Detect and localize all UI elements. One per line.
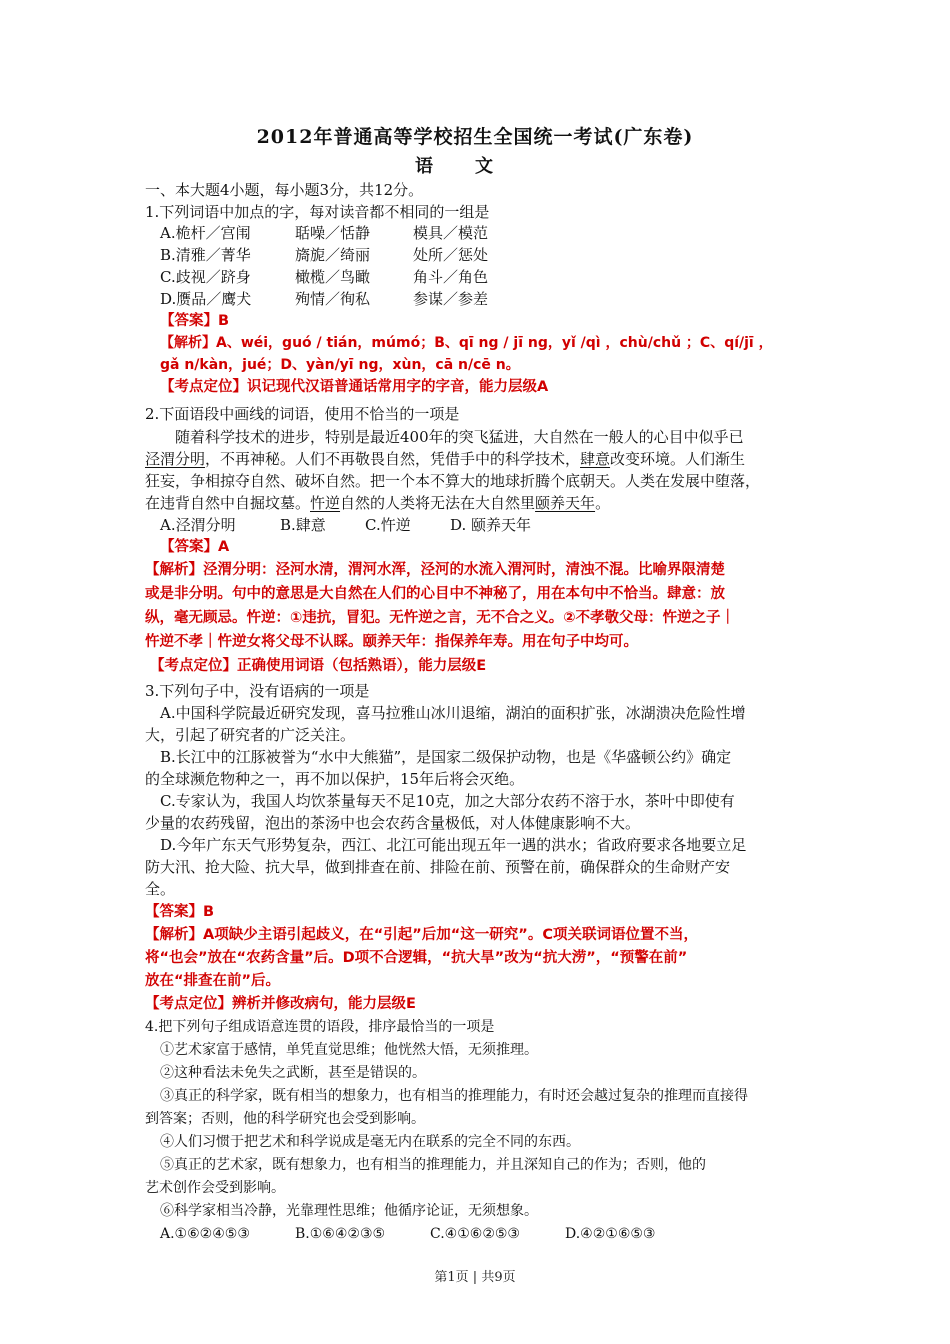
q3-line-1: A.中国科学院最近研究发现，喜马拉雅山冰川退缩，湖泊的面积扩张，冰湖溃决危险性增 (160, 704, 746, 722)
q2-passage-line-4: 在违背自然中自掘坟墓。忤逆自然的人类将无法在大自然里颐养天年。 (145, 494, 611, 512)
q4-sentence-3-cont: 到答案；否则，他的科学研究也会受到影响。 (145, 1111, 425, 1127)
q1-analysis-line-1: 【解析】A、wéi，guó / tián，múmó；B、qī ng / jī ng，yǐ /qì ，chù/chǔ ；C、qí/jī ， (160, 335, 773, 351)
q1-stem: 1.下列词语中加点的字，每对读音都不相同的一组是 (145, 203, 490, 221)
q4-sentence-5-cont: 艺术创作会受到影响。 (145, 1180, 285, 1196)
q3-point: 【考点定位】辨析并修改病句，能力层级E (145, 996, 416, 1012)
q2-options: A.泾渭分明 B.肆意 C.忤逆 D. 颐养天年 (160, 516, 532, 534)
q2-answer: 【答案】A (160, 539, 230, 555)
q4-sentence-5: ⑤真正的艺术家，既有想象力，也有相当的推理能力，并且深知自己的作为；否则，他的 (160, 1157, 706, 1173)
q2-analysis-line-1: 【解析】泾渭分明：泾河水清，渭河水浑，泾河的水流入渭河时，清浊不混。比喻界限清楚 (145, 562, 725, 578)
q4-sentence-3: ③真正的科学家，既有相当的想象力，也有相当的推理能力，有时还会越过复杂的推理而直接得 (160, 1088, 748, 1104)
q2-passage-line-3: 狂妄，争相掠夺自然、破坏自然。把一个本不算大的地球折腾个底朝天。人类在发展中堕落， (145, 472, 761, 490)
q1-option-b: B.清雅／菁华 旖旎／绮丽 处所／惩处 (160, 246, 489, 264)
q3-analysis-line-2: 将“也会”放在“农药含量”后。D项不合逻辑，“抗大旱”改为“抗大涝”，“预警在前” (145, 950, 688, 966)
section-heading: 一、本大题4小题，每小题3分，共12分。 (145, 181, 424, 199)
q2-analysis-line-2: 或是非分明。句中的意思是大自然在人们的心目中不神秘了，用在本句中不恰当。肆意：放 (145, 586, 725, 602)
q3-analysis-line-3: 放在“排查在前”后。 (145, 973, 281, 989)
q3-line-8: 防大汛、抢大险、抗大旱，做到排查在前、排险在前、预警在前，确保群众的生命财产安 (145, 858, 731, 876)
q1-option-a: A.桅杆／宫闱 聒噪／恬静 模具／模范 (160, 224, 489, 242)
underlined-word: 颐养天年 (535, 494, 596, 512)
q2-passage-line-1: 随着科学技术的进步，特别是最近400年的突飞猛进，大自然在一般人的心目中似乎已 (175, 428, 744, 446)
q1-answer: 【答案】B (160, 313, 230, 329)
q2-point: 【考点定位】正确使用词语（包括熟语），能力层级E (150, 658, 487, 674)
q4-sentence-4: ④人们习惯于把艺术和科学说成是毫无内在联系的完全不同的东西。 (160, 1134, 580, 1150)
q1-point: 【考点定位】识记现代汉语普通话常用字的字音，能力层级A (160, 379, 549, 395)
q3-line-7: D.今年广东天气形势复杂，西江、北江可能出现五年一遇的洪水；省政府要求各地要立足 (160, 836, 747, 854)
q3-stem: 3.下列句子中，没有语病的一项是 (145, 682, 370, 700)
underlined-word: 肆意 (580, 450, 611, 468)
page-footer: 第1页 | 共9页 (434, 1270, 516, 1285)
q2-analysis-line-3: 纵，毫无顾忌。忤逆：①违抗，冒犯。无忤逆之言，无不合之义。②不孝敬父母：忤逆之子｜ (145, 610, 736, 626)
q3-line-5: C.专家认为，我国人均饮茶量每天不足10克，加之大部分农药不溶于水，茶叶中即使有 (160, 792, 735, 810)
q4-sentence-2: ②这种看法未免失之武断，甚至是错误的。 (160, 1065, 426, 1081)
q2-stem: 2.下面语段中画线的词语，使用不恰当的一项是 (145, 405, 460, 423)
q4-sentence-1: ①艺术家富于感情，单凭直觉思维；他恍然大悟，无须推理。 (160, 1042, 538, 1058)
q1-analysis-line-2: gǎ n/kàn，jué；D、yàn/yī ng，xùn，cā n/cē n。 (160, 357, 520, 373)
q4-options: A.①⑥②④⑤③ B.①⑥④②③⑤ C.④①⑥②⑤③ D.④②①⑥⑤③ (160, 1226, 656, 1242)
q1-option-d: D.赝品／鹰犬 殉情／徇私 参谋／参差 (160, 290, 489, 308)
exam-title: 2012年普通高等学校招生全国统一考试(广东卷) (256, 126, 694, 148)
underlined-word: 泾渭分明 (145, 450, 206, 468)
underlined-word: 忤逆 (310, 494, 341, 512)
q3-line-6: 少量的农药残留，泡出的茶汤中也会农药含量极低，对人体健康影响不大。 (145, 814, 641, 832)
q2-passage-line-2: 泾渭分明，不再神秘。人们不再敬畏自然，凭借手中的科学技术，肆意改变环境。人们渐生 (145, 450, 746, 468)
q4-sentence-6: ⑥科学家相当冷静，光靠理性思维；他循序论证，无须想象。 (160, 1203, 538, 1219)
q3-line-3: B.长江中的江豚被誉为“水中大熊猫”，是国家二级保护动物，也是《华盛顿公约》确定 (160, 748, 732, 766)
q3-answer: 【答案】B (145, 904, 215, 920)
q3-analysis-line-1: 【解析】A项缺少主语引起歧义，在“引起”后加“这一研究”。C项关联词语位置不当， (145, 927, 698, 943)
q4-stem: 4.把下列句子组成语意连贯的语段，排序最恰当的一项是 (145, 1019, 495, 1035)
q3-line-9: 全。 (145, 880, 176, 898)
q3-line-4: 的全球濒危物种之一，再不加以保护，15年后将会灭绝。 (145, 770, 525, 788)
q2-analysis-line-4: 忤逆不孝｜忤逆女将父母不认睬。颐养天年：指保养年寿。用在句子中均可。 (145, 634, 638, 650)
subject-title: 语文 (415, 156, 535, 177)
q3-line-2: 大，引起了研究者的广泛关注。 (145, 726, 356, 744)
q1-option-c: C.歧视／跻身 橄榄／鸟瞰 角斗／角色 (160, 268, 489, 286)
